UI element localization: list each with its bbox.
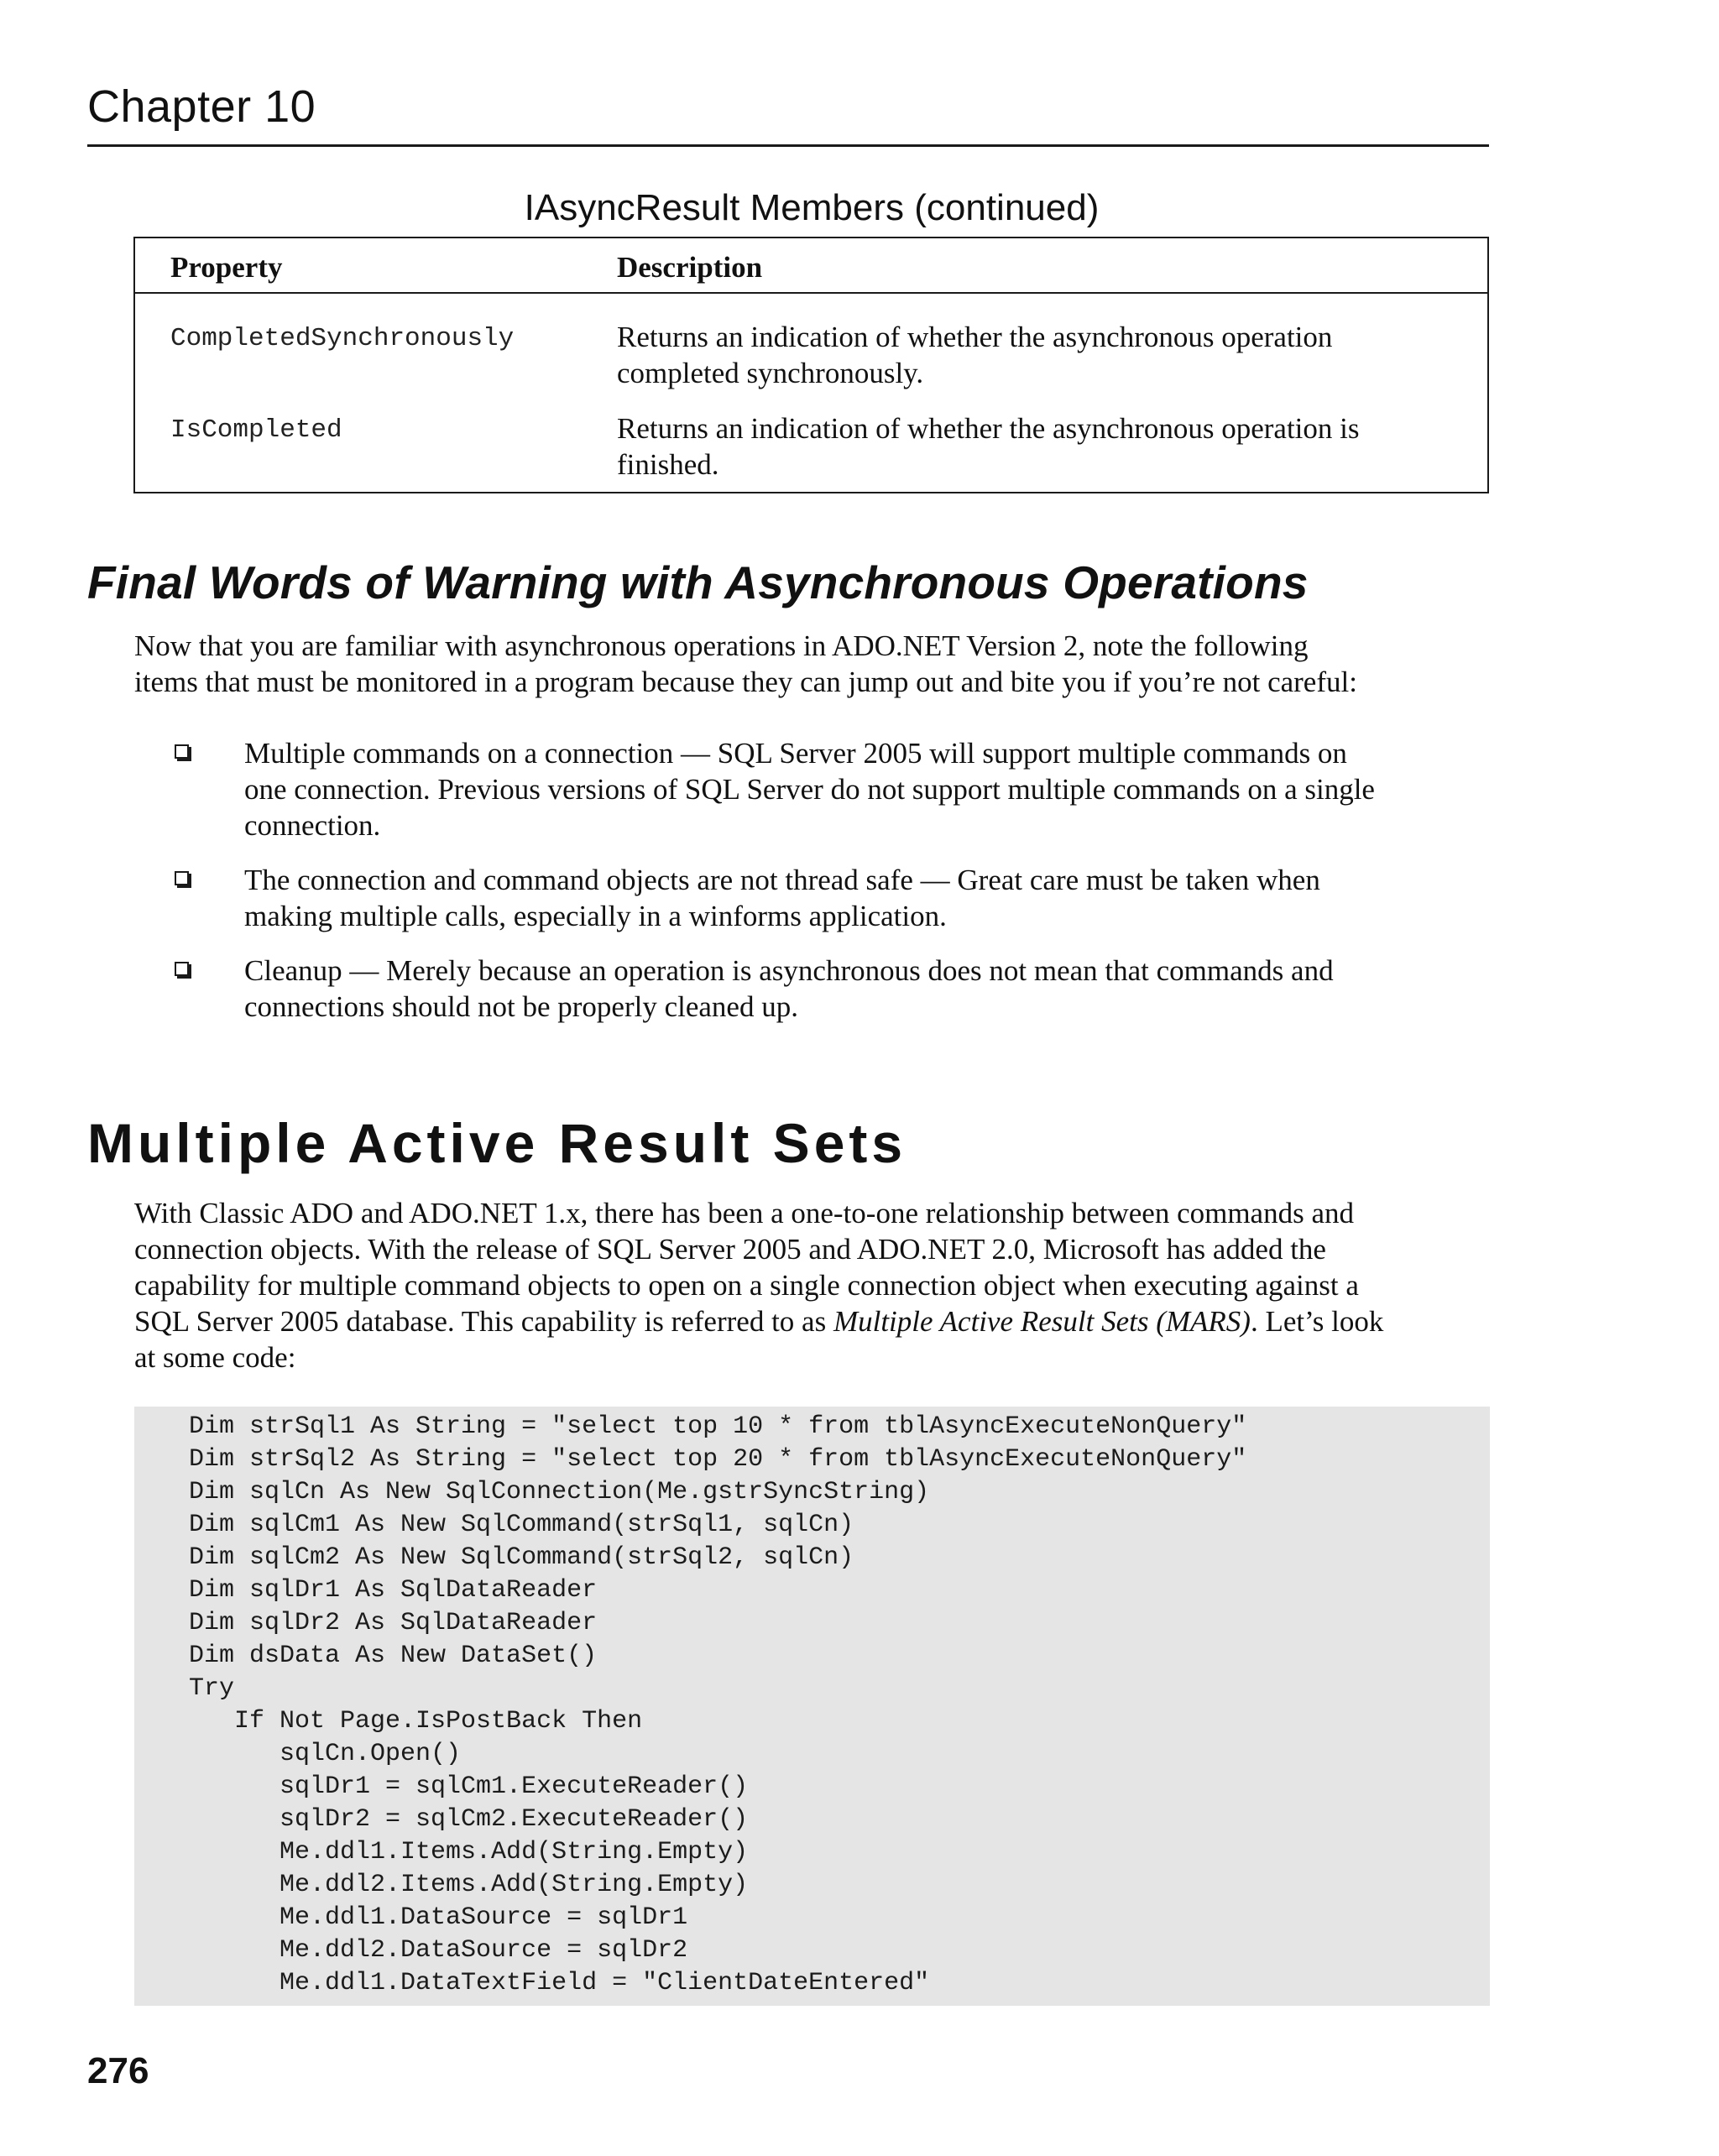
list-item-line: one connection. Previous versions of SQL Server do not support multiple commands on a single <box>244 773 1375 806</box>
list-item <box>134 735 1490 843</box>
list-item-line: connection. <box>244 809 381 842</box>
page-number: 276 <box>87 2050 149 2091</box>
code-line: Me.ddl1.DataTextField = "ClientDateEntered" <box>189 1969 930 1997</box>
code-line: Dim dsData As New DataSet() <box>189 1642 598 1670</box>
code-line: sqlDr2 = sqlCm2.ExecuteReader() <box>189 1805 749 1834</box>
list-item-line: Multiple commands on a connection — SQL Server 2005 will support multiple commands on <box>244 737 1347 770</box>
list-item-line: The connection and command objects are not thread safe — Great care must be taken when <box>244 864 1320 896</box>
description-line: completed synchronously. <box>617 357 924 389</box>
code-line: Dim strSql2 As String = "select top 20 * from tblAsyncExecuteNonQuery" <box>189 1445 1247 1474</box>
code-line: Dim sqlDr1 As SqlDataReader <box>189 1576 598 1605</box>
paragraph-line: at some code: <box>134 1341 296 1374</box>
table-caption: IAsyncResult Members (continued) <box>524 187 1100 228</box>
mars-term: Multiple Active Result Sets (MARS) <box>833 1305 1251 1338</box>
checkbox-bullet-icon <box>175 871 189 885</box>
column-header-property: Property <box>170 251 283 284</box>
code-line: sqlDr1 = sqlCm1.ExecuteReader() <box>189 1772 749 1801</box>
table-cell-property: IsCompleted <box>170 415 342 445</box>
code-line: Dim sqlCn As New SqlConnection(Me.gstrSyncString) <box>189 1478 930 1506</box>
list-item-line: connections should not be properly cleaned up. <box>244 990 798 1023</box>
description-line: finished. <box>617 448 719 481</box>
paragraph-line: items that must be monitored in a program because they can jump out and bite you if you’re not careful: <box>134 666 1357 698</box>
table-header-row <box>135 238 1487 294</box>
table-cell-description <box>617 410 1465 483</box>
checkbox-bullet-icon <box>175 744 189 759</box>
paragraph-line <box>134 1303 1490 1339</box>
code-line: Dim sqlCm2 As New SqlCommand(strSql2, sqlCn) <box>189 1543 854 1572</box>
code-line: Me.ddl2.DataSource = sqlDr2 <box>189 1936 688 1965</box>
paragraph-text: SQL Server 2005 database. This capability is referred to as <box>134 1305 833 1338</box>
section-heading-mars: Multiple Active Result Sets <box>87 1112 907 1174</box>
code-line: Me.ddl2.Items.Add(String.Empty) <box>189 1871 749 1899</box>
paragraph-text: . Let’s look <box>1250 1305 1384 1338</box>
code-line: Try <box>189 1674 235 1703</box>
code-line: Dim sqlCm1 As New SqlCommand(strSql1, sqlCn) <box>189 1511 854 1539</box>
list-item <box>134 862 1490 934</box>
code-listing <box>134 1407 1490 2006</box>
code-line: Dim strSql1 As String = "select top 10 * from tblAsyncExecuteNonQuery" <box>189 1412 1247 1441</box>
paragraph-line: connection objects. With the release of SQL Server 2005 and ADO.NET 2.0, Microsoft has added the <box>134 1233 1326 1266</box>
paragraph-line: With Classic ADO and ADO.NET 1.x, there has been a one-to-one relationship between commands and <box>134 1197 1354 1229</box>
code-line: Me.ddl1.Items.Add(String.Empty) <box>189 1838 749 1866</box>
list-item-line: making multiple calls, especially in a winforms application. <box>244 900 947 932</box>
checkbox-bullet-icon <box>175 962 189 976</box>
description-line: Returns an indication of whether the asynchronous operation <box>617 321 1333 353</box>
running-head: Chapter 10 <box>87 81 316 132</box>
code-line: Me.ddl1.DataSource = sqlDr1 <box>189 1903 688 1932</box>
section-heading-warning: Final Words of Warning with Asynchronous Operations <box>87 556 1309 608</box>
members-table <box>133 237 1489 493</box>
column-header-description: Description <box>617 251 763 284</box>
header-rule <box>87 144 1489 147</box>
code-line: If Not Page.IsPostBack Then <box>189 1707 643 1736</box>
code-line: Dim sqlDr2 As SqlDataReader <box>189 1609 598 1637</box>
table-cell-property: CompletedSynchronously <box>170 324 515 353</box>
mars-paragraph <box>134 1195 1490 1376</box>
list-item <box>134 953 1490 1025</box>
paragraph-line: Now that you are familiar with asynchronous operations in ADO.NET Version 2, note the following <box>134 629 1309 662</box>
description-line: Returns an indication of whether the asynchronous operation is <box>617 412 1360 445</box>
code-line: sqlCn.Open() <box>189 1740 462 1768</box>
intro-paragraph <box>134 628 1490 700</box>
list-item-line: Cleanup — Merely because an operation is asynchronous does not mean that commands and <box>244 954 1334 987</box>
warning-bullet-list <box>134 735 1490 1043</box>
paragraph-line: capability for multiple command objects to open on a single connection object when executing against a <box>134 1269 1359 1302</box>
table-cell-description <box>617 319 1465 391</box>
